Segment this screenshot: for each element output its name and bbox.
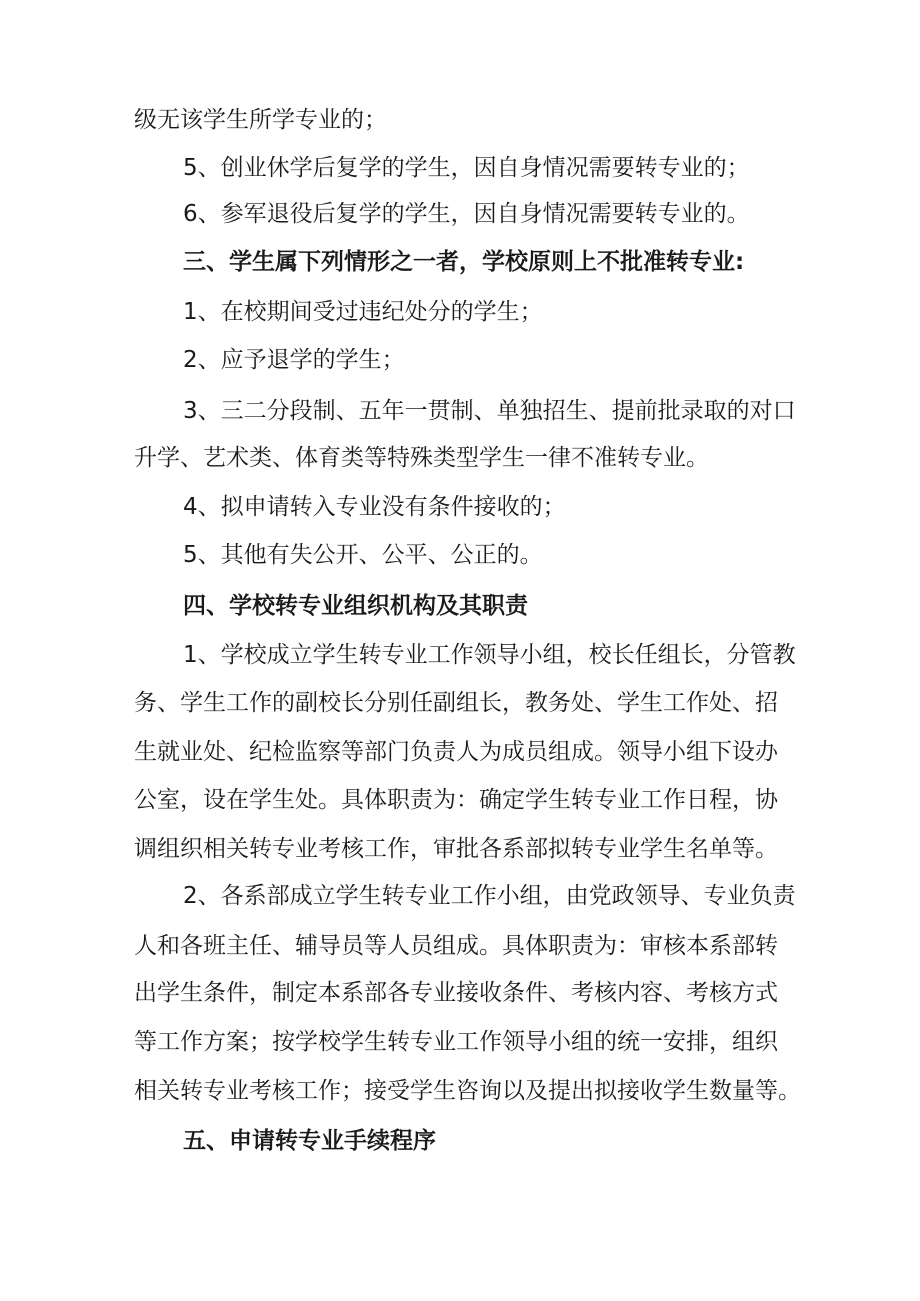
paragraph-line: 升学、艺术类、体育类等特殊类型学生一律不准转专业。	[134, 445, 709, 471]
list-item: 2、应予退学的学生；	[183, 347, 405, 373]
section-heading: 三、学生属下列情形之一者，学校原则上不批准转专业:	[183, 249, 745, 275]
list-item: 6、参军退役后复学的学生，因自身情况需要转专业的。	[183, 201, 750, 227]
paragraph-line: 公室，设在学生处。具体职责为：确定学生转专业工作日程，协	[134, 787, 778, 813]
section-heading: 四、学校转专业组织机构及其职责	[183, 593, 528, 619]
paragraph-line: 相关转专业考核工作；接受学生咨询以及提出拟接收学生数量等。	[134, 1078, 801, 1104]
paragraph-line: 调组织相关转专业考核工作，审批各系部拟转专业学生名单等。	[134, 836, 778, 862]
paragraph-line: 等工作方案；按学校学生转专业工作领导小组的统一安排，组织	[134, 1029, 778, 1055]
list-item: 1、在校期间受过违纪处分的学生；	[183, 299, 543, 325]
section-heading: 五、申请转专业手续程序	[183, 1128, 436, 1154]
list-item: 5、创业休学后复学的学生，因自身情况需要转专业的；	[183, 155, 750, 181]
list-item: 4、拟申请转入专业没有条件接收的；	[183, 494, 566, 520]
list-item: 5、其他有失公开、公平、公正的。	[183, 542, 543, 568]
paragraph-line: 出学生条件，制定本系部各专业接收条件、考核内容、考核方式	[134, 980, 778, 1006]
paragraph-line: 务、学生工作的副校长分别任副组长，教务处、学生工作处、招	[134, 690, 778, 716]
paragraph-line: 人和各班主任、辅导员等人员组成。具体职责为：审核本系部转	[134, 933, 778, 959]
list-item: 2、各系部成立学生转专业工作小组，由党政领导、专业负责	[183, 883, 796, 909]
list-item: 3、三二分段制、五年一贯制、单独招生、提前批录取的对口	[183, 398, 796, 424]
paragraph-line: 生就业处、纪检监察等部门负责人为成员组成。领导小组下设办	[134, 739, 778, 765]
paragraph-line: 级无该学生所学专业的；	[134, 107, 387, 133]
list-item: 1、学校成立学生转专业工作领导小组，校长任组长，分管教	[183, 642, 796, 668]
